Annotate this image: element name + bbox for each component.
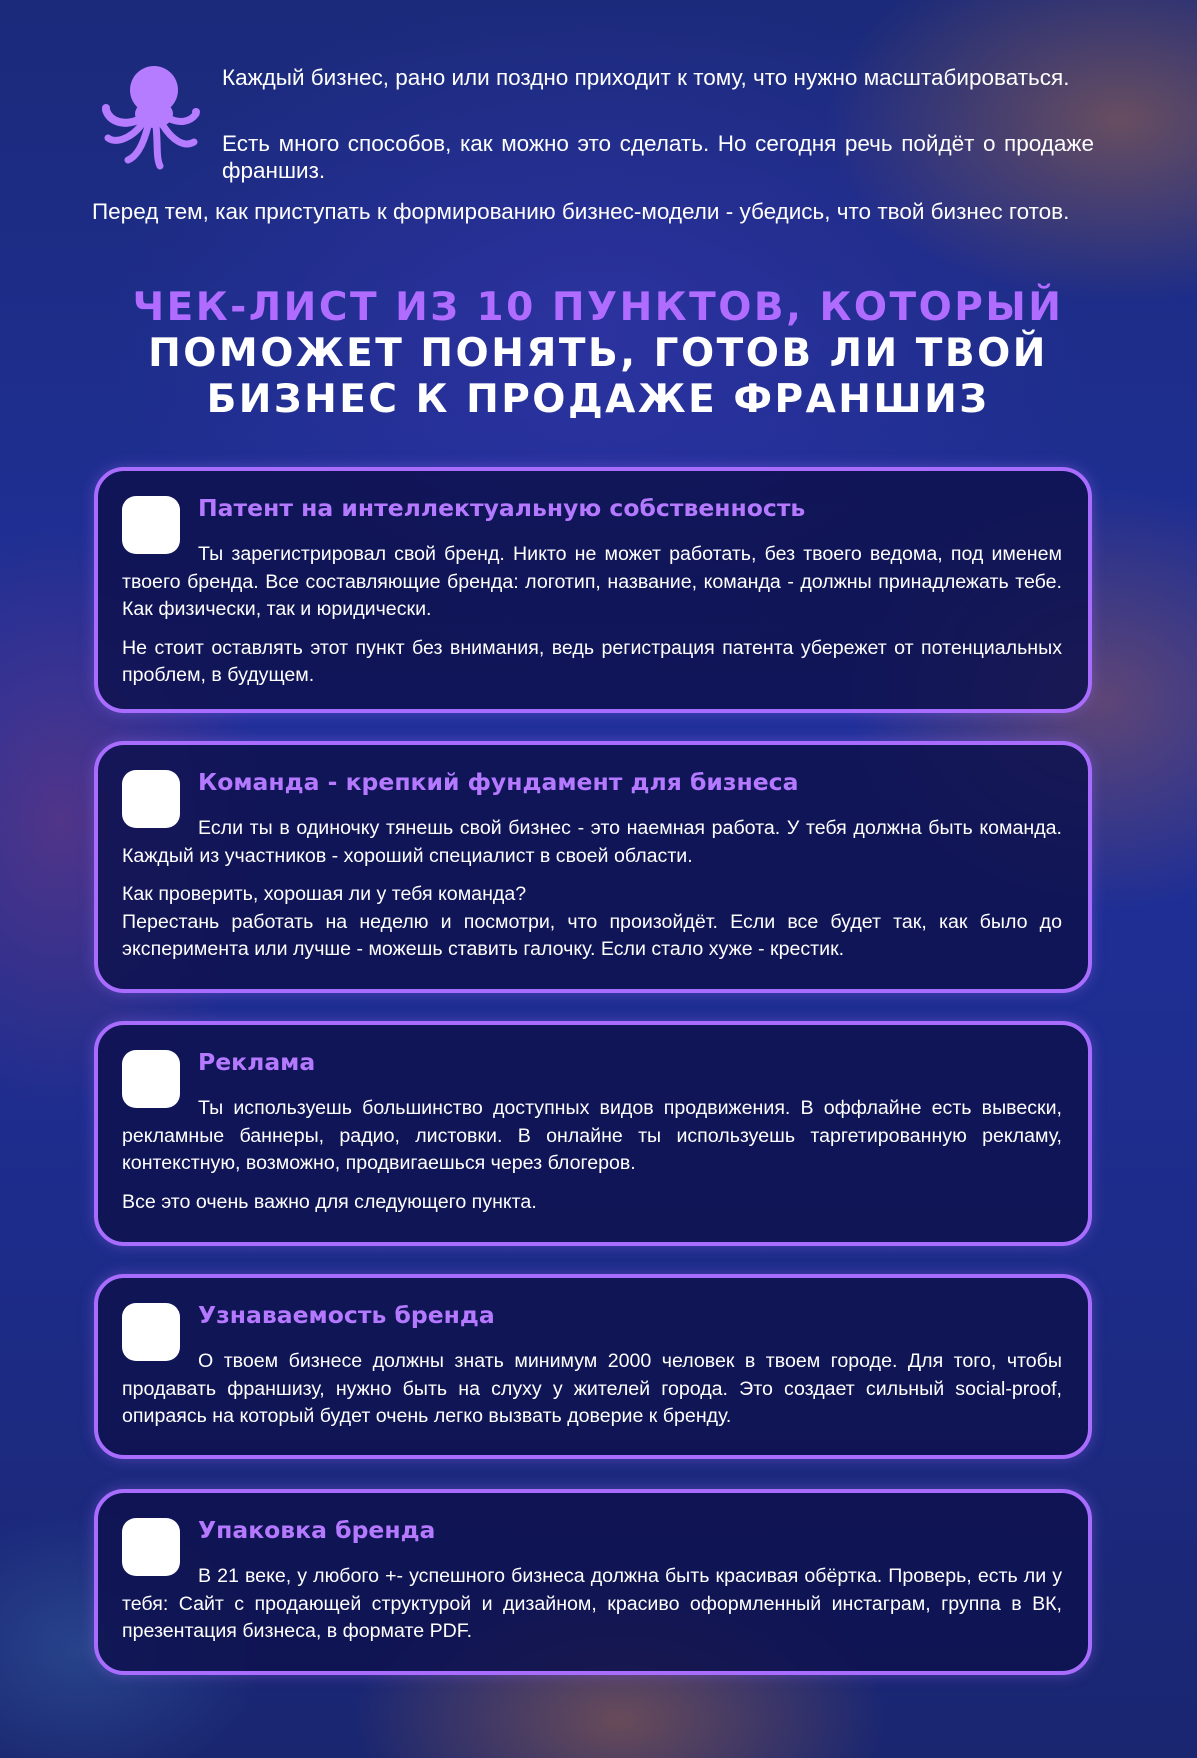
checklist-item-team: [94, 741, 1092, 993]
checklist-item-text: Как проверить, хорошая ли у тебя команда?: [122, 883, 527, 905]
page-title-line: ПОМОЖЕТ ПОНЯТЬ, ГОТОВ ЛИ ТВОЙ: [148, 331, 1048, 376]
checklist-item-title: Узнаваемость бренда: [198, 1301, 495, 1329]
checklist-item-body: [122, 1095, 1062, 1227]
intro-paragraph: Есть много способов, как можно это сделать. Но сегодня речь пойдёт о продаже франшиз.: [222, 131, 1094, 183]
checklist-item-title: Команда - крепкий фундамент для бизнеса: [198, 768, 799, 796]
checklist-item-body: [122, 815, 1062, 975]
page-title: [92, 285, 1104, 423]
checklist-item-patent: [94, 467, 1092, 713]
checklist-item-title: Упаковка бренда: [198, 1516, 436, 1544]
checklist-item-body: [122, 1348, 1062, 1442]
checklist-item-text: О твоем бизнесе должны знать минимум 2000 человек в твоем городе. Для того, чтобы продавать франшизу, нужно быть на слуху у жителей города. Это создает сильный social-proof, опираясь на который будет очень легко вызвать доверие к бренду.: [122, 1350, 1062, 1427]
intro-paragraph: Перед тем, как приступать к формированию бизнес-модели - убедись, что твой бизнес готов.: [92, 199, 1070, 224]
checklist-item-text: В 21 веке, у любого +- успешного бизнеса должна быть красивая обёртка. Проверь, есть ли у тебя: Сайт с продающей структурой и дизайном, красиво оформленный инстаграм, группа в ВК, презентация бизнеса, в формате PDF.: [122, 1565, 1062, 1642]
checklist-item-body: [122, 1563, 1062, 1657]
checklist-item-brand-packaging: [94, 1489, 1092, 1675]
checklist-item-text: Ты используешь большинство доступных видов продвижения. В оффлайне есть вывески, рекламные баннеры, радио, листовки. В онлайне ты используешь таргетированную рекламу, контекстную, возможно, продвигаешься через блогеров.: [122, 1097, 1062, 1174]
checklist-item-advertising: [94, 1021, 1092, 1246]
checklist-item-text: Перестань работать на неделю и посмотри, что произойдёт. Если все будет так, как было до эксперимента или лучше - можешь ставить галочку. Если стало хуже - крестик.: [122, 910, 1062, 960]
checklist-item-title: Патент на интеллектуальную собственность: [198, 494, 806, 522]
checklist-item-brand-awareness: [94, 1274, 1092, 1459]
intro-paragraph: Каждый бизнес, рано или поздно приходит к тому, что нужно масштабироваться.: [222, 65, 1070, 90]
checklist-item-text: Если ты в одиночку тянешь свой бизнес - это наемная работа. У тебя должна быть команда. Каждый из участников - хороший специалист в своей области.: [122, 817, 1062, 867]
page-title-line: БИЗНЕС К ПРОДАЖЕ ФРАНШИЗ: [206, 377, 990, 422]
checklist-item-text: Не стоит оставлять этот пункт без внимания, ведь регистрация патента убережет от потенциальных проблем, в будущем.: [122, 636, 1062, 686]
page-title-line: ЧЕК-ЛИСТ ИЗ 10 ПУНКТОВ, КОТОРЫЙ: [132, 285, 1064, 330]
checklist-item-text: Ты зарегистрировал свой бренд. Никто не может работать, без твоего ведома, под именем твоего бренда. Все составляющие бренда: логотип, название, команда - должны принадлежать тебе. Как физически, так и юридически.: [122, 543, 1062, 620]
checklist-item-text: Все это очень важно для следующего пункта.: [122, 1190, 537, 1213]
checklist-item-title: Реклама: [198, 1048, 316, 1076]
checklist-item-body: [122, 541, 1062, 701]
octopus-icon: [98, 62, 202, 172]
